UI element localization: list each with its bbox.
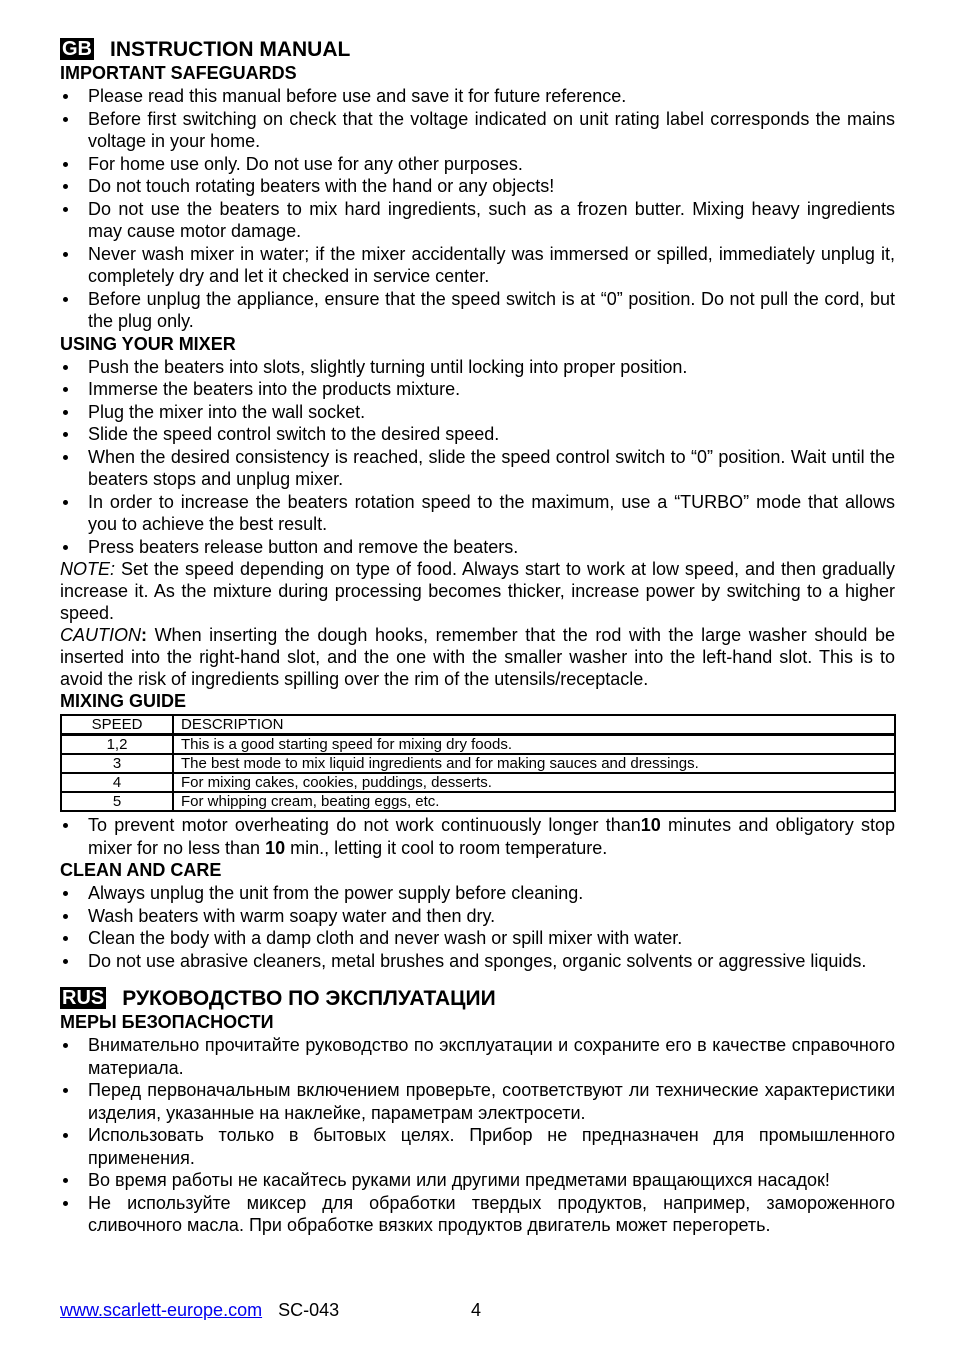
safeguards-list-ru (60, 1034, 895, 1237)
page-number: 4 (471, 1300, 482, 1320)
table-row (61, 773, 895, 792)
mixing-guide-table (60, 714, 896, 812)
list-item: When the desired consistency is reached, slide the speed control switch to “0” position. Wait until the beaters stops and unplug mixer. (60, 446, 895, 491)
table-header-row (61, 715, 895, 735)
caution-paragraph (60, 624, 895, 690)
note-text: Set the speed depending on type of food. Always start to work at low speed, and then gradually increase it. As the mixture during processing becomes thicker, increase power by switching to a higher speed. (60, 559, 895, 623)
list-item: Использовать только в бытовых целях. Прибор не предназначен для промышленного применения. (60, 1124, 895, 1169)
header-speed: SPEED (61, 715, 173, 735)
manual-page (60, 36, 895, 1237)
overheat-text: min., letting it cool to room temperature. (285, 837, 608, 858)
model-number: SC-043 (278, 1300, 340, 1320)
subheading-using: USING YOUR MIXER (60, 333, 236, 354)
list-item: Не используйте миксер для обработки твердых продуктов, например, замороженного сливочного масла. При обработке вязких продуктов двигатель может перегореть. (60, 1192, 895, 1237)
overheat-text: To prevent motor overheating do not work continuously longer than (88, 815, 641, 835)
list-item: Перед первоначальным включением проверьте, соответствуют ли технические характеристики изделия, указанные на наклейке, параметрам электросети. (60, 1079, 895, 1124)
list-item: Always unplug the unit from the power supply before cleaning. (60, 882, 895, 905)
description-cell: For whipping cream, beating eggs, etc. (173, 792, 895, 811)
caution-colon: : (141, 625, 147, 645)
list-item (60, 814, 895, 859)
section-title: РУКОВОДСТВО ПО ЭКСПЛУАТАЦИИ (122, 986, 496, 1010)
overheat-rest-minutes: 10 (265, 837, 286, 858)
list-item: Clean the body with a damp cloth and never wash or spill mixer with water. (60, 927, 895, 950)
table-row (61, 735, 895, 755)
list-item: Plug the mixer into the wall socket. (60, 401, 895, 424)
list-item: Slide the speed control switch to the desired speed. (60, 423, 895, 446)
website-link[interactable]: www.scarlett-europe.com (60, 1300, 263, 1320)
description-cell: For mixing cakes, cookies, puddings, desserts. (173, 773, 895, 792)
description-cell: The best mode to mix liquid ingredients and for making sauces and dressings. (173, 754, 895, 773)
list-item: Before first switching on check that the voltage indicated on unit rating label corresponds the mains voltage in your home. (60, 108, 895, 153)
list-item: In order to increase the beaters rotation speed to the maximum, use a “TURBO” mode that allows you to achieve the best result. (60, 491, 895, 536)
page-footer (60, 1299, 482, 1322)
list-item: Внимательно прочитайте руководство по эксплуатации и сохраните его в качестве справочного материала. (60, 1034, 895, 1079)
subheading-safeguards-ru: МЕРЫ БЕЗОПАСНОСТИ (60, 1012, 274, 1032)
list-item: Never wash mixer in water; if the mixer accidentally was immersed or spilled, immediately unplug it, completely dry and let it checked in service center. (60, 243, 895, 288)
caution-label: CAUTION (60, 625, 141, 645)
section-title: INSTRUCTION MANUAL (110, 37, 351, 61)
caution-text: When inserting the dough hooks, remember that the rod with the large washer should be inserted into the right-hand slot, and the one with the smaller washer into the left-hand slot. This is to avoid the risk of ingredients spilling over the rim of the utensils/receptacle. (60, 625, 895, 689)
overheat-list (60, 814, 895, 859)
language-badge-gb: GB (62, 38, 92, 60)
overheat-text: minutes and obligatory stop mixer for no less than (88, 815, 895, 858)
subheading-safeguards: IMPORTANT SAFEGUARDS (60, 63, 297, 83)
note-paragraph (60, 558, 895, 624)
rus-section-header (60, 985, 895, 1011)
subheading-clean: CLEAN AND CARE (60, 860, 222, 880)
language-badge-rus: RUS (62, 987, 105, 1009)
safeguards-list (60, 85, 895, 333)
table-row (61, 792, 895, 811)
list-item: Во время работы не касайтесь руками или другими предметами вращающихся насадок! (60, 1169, 895, 1192)
list-item: Wash beaters with warm soapy water and then dry. (60, 905, 895, 928)
list-item: Do not use the beaters to mix hard ingredients, such as a frozen butter. Mixing heavy ingredients may cause motor damage. (60, 198, 895, 243)
list-item: Do not use abrasive cleaners, metal brushes and sponges, organic solvents or aggressive liquids. (60, 950, 895, 973)
clean-list (60, 882, 895, 972)
note-label: NOTE: (60, 559, 116, 579)
speed-cell: 4 (61, 773, 173, 792)
description-cell: This is a good starting speed for mixing dry foods. (173, 735, 895, 755)
using-list (60, 356, 895, 559)
list-item: Before unplug the appliance, ensure that the speed switch is at “0” position. Do not pull the cord, but the plug only. (60, 288, 895, 333)
list-item: Immerse the beaters into the products mixture. (60, 378, 895, 401)
list-item: Push the beaters into slots, slightly turning until locking into proper position. (60, 356, 895, 379)
gb-section-header (60, 36, 895, 62)
speed-cell: 3 (61, 754, 173, 773)
subheading-mixing-guide: MIXING GUIDE (60, 691, 187, 711)
header-description: DESCRIPTION (173, 715, 895, 735)
list-item: Please read this manual before use and save it for future reference. (60, 85, 895, 108)
list-item: Press beaters release button and remove the beaters. (60, 536, 895, 559)
table-row (61, 754, 895, 773)
list-item: For home use only. Do not use for any other purposes. (60, 153, 895, 176)
overheat-minutes: 10 (640, 815, 661, 835)
speed-cell: 5 (61, 792, 173, 811)
list-item: Do not touch rotating beaters with the hand or any objects! (60, 175, 895, 198)
speed-cell: 1,2 (61, 735, 173, 755)
